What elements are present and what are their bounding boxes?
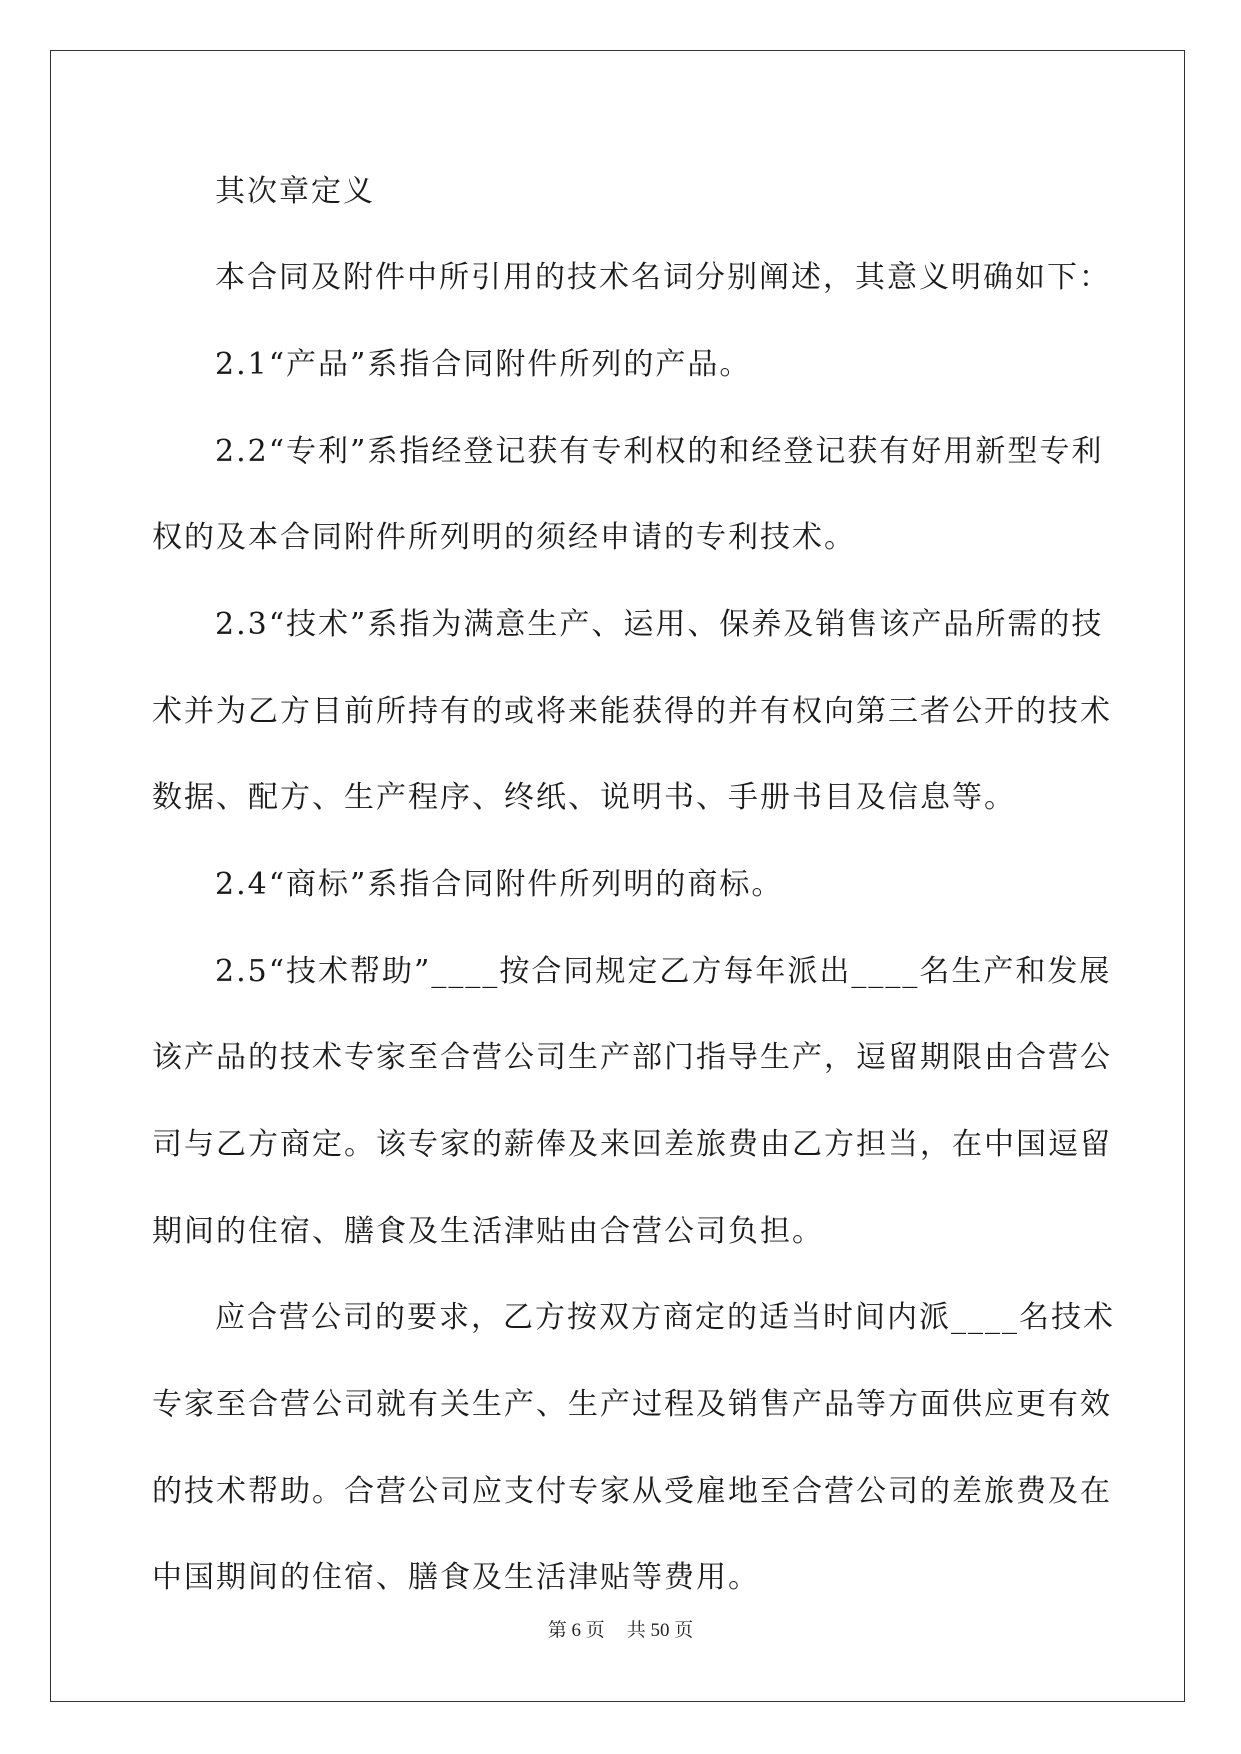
body-line: 权的及本合同附件所列明的须经申请的专利技术。 (152, 520, 856, 555)
page-number: 第 6 页 (547, 1620, 605, 1641)
body-paragraph-start: 应合营公司的要求，乙方按双方商定的适当时间内派____名技术 (215, 1300, 1115, 1335)
page-total: 共 50 页 (626, 1620, 694, 1641)
body-line: 本合同及附件中所引用的技术名词分别阐述，其意义明确如下： (215, 260, 1111, 295)
page-footer (0, 1619, 1241, 1643)
clause-2-1: 2.1“产品”系指合同附件所列的产品。 (215, 347, 752, 382)
body-line: 术并为乙方目前所持有的或将来能获得的并有权向第三者公开的技术 (152, 694, 1112, 729)
clause-2-3: 2.3“技术”系指为满意生产、运用、保养及销售该产品所需的技 (215, 607, 1104, 642)
body-line: 期间的住宿、膳食及生活津贴由合营公司负担。 (152, 1214, 824, 1249)
body-line: 专家至合营公司就有关生产、生产过程及销售产品等方面供应更有效 (152, 1387, 1112, 1422)
clause-2-4: 2.4“商标”系指合同附件所列明的商标。 (215, 867, 784, 902)
body-line: 的技术帮助。合营公司应支付专家从受雇地至合营公司的差旅费及在 (152, 1474, 1112, 1509)
body-line: 中国期间的住宿、膳食及生活津贴等费用。 (152, 1560, 760, 1595)
section-heading: 其次章定义 (215, 174, 375, 209)
body-line: 司与乙方商定。该专家的薪俸及来回差旅费由乙方担当，在中国逗留 (152, 1127, 1112, 1162)
clause-2-5: 2.5“技术帮助”____按合同规定乙方每年派出____名生产和发展 (215, 954, 1112, 989)
body-line: 该产品的技术专家至合营公司生产部门指导生产，逗留期限由合营公 (152, 1040, 1112, 1075)
body-line: 数据、配方、生产程序、终纸、说明书、手册书目及信息等。 (152, 780, 1016, 815)
clause-2-2: 2.2“专利”系指经登记获有专利权的和经登记获有好用新型专利 (215, 434, 1104, 469)
